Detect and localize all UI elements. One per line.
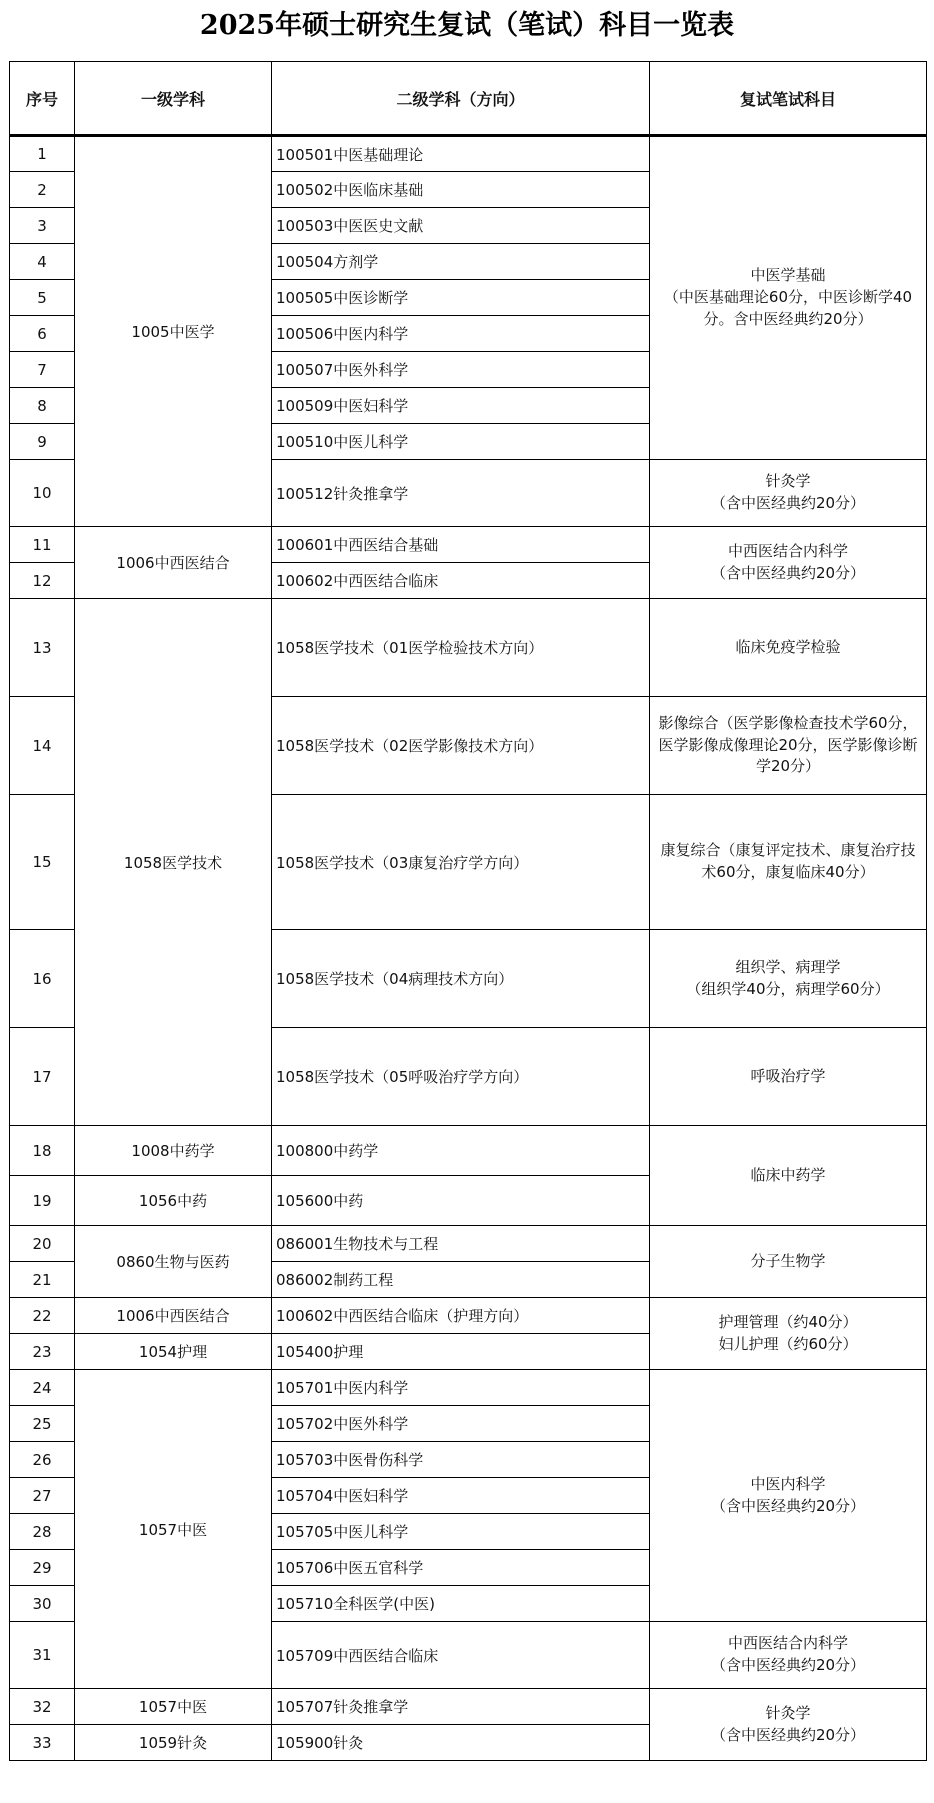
level1-discipline: 1057中医 [75,1689,272,1725]
table-row [10,1126,927,1176]
row-seq: 13 [10,599,75,697]
table-row [10,1689,927,1725]
exam-subject: 呼吸治疗学 [650,1028,927,1126]
level1-discipline: 0860生物与医药 [75,1226,272,1298]
row-seq: 27 [10,1478,75,1514]
level2-discipline: 1058医学技术（02医学影像技术方向） [272,697,650,795]
row-seq: 3 [10,208,75,244]
level2-discipline: 1058医学技术（05呼吸治疗学方向） [272,1028,650,1126]
level2-discipline: 100602中西医结合临床（护理方向） [272,1298,650,1334]
header-level1-discipline: 一级学科 [75,62,272,136]
row-seq: 8 [10,388,75,424]
level2-discipline: 105702中医外科学 [272,1406,650,1442]
level2-discipline: 105703中医骨伤科学 [272,1442,650,1478]
row-seq: 19 [10,1176,75,1226]
row-seq: 33 [10,1725,75,1761]
level1-discipline: 1059针灸 [75,1725,272,1761]
level2-discipline: 100601中西医结合基础 [272,527,650,563]
exam-subject: 临床中药学 [650,1126,927,1226]
level2-discipline: 100510中医儿科学 [272,424,650,460]
level1-discipline: 1058医学技术 [75,599,272,1126]
exam-subject: 康复综合（康复评定技术、康复治疗技术60分，康复临床40分） [650,795,927,930]
exam-subject: 中医内科学 （含中医经典约20分） [650,1370,927,1622]
exam-subject: 针灸学 （含中医经典约20分） [650,460,927,527]
row-seq: 25 [10,1406,75,1442]
level2-discipline: 100800中药学 [272,1126,650,1176]
exam-subject: 影像综合（医学影像检查技术学60分，医学影像成像理论20分，医学影像诊断学20分） [650,697,927,795]
level1-discipline: 1057中医 [75,1370,272,1689]
row-seq: 18 [10,1126,75,1176]
row-seq: 10 [10,460,75,527]
level2-discipline: 105705中医儿科学 [272,1514,650,1550]
level2-discipline: 1058医学技术（03康复治疗学方向） [272,795,650,930]
row-seq: 12 [10,563,75,599]
row-seq: 23 [10,1334,75,1370]
row-seq: 4 [10,244,75,280]
level2-discipline: 100506中医内科学 [272,316,650,352]
row-seq: 17 [10,1028,75,1126]
level2-discipline: 1058医学技术（04病理技术方向） [272,930,650,1028]
exam-subject: 中西医结合内科学 （含中医经典约20分） [650,527,927,599]
exam-subject: 针灸学 （含中医经典约20分） [650,1689,927,1761]
exam-subject: 组织学、病理学 （组织学40分，病理学60分） [650,930,927,1028]
level1-discipline: 1056中药 [75,1176,272,1226]
level2-discipline: 100512针灸推拿学 [272,460,650,527]
level1-discipline: 1005中医学 [75,136,272,527]
row-seq: 30 [10,1586,75,1622]
row-seq: 7 [10,352,75,388]
level2-discipline: 100502中医临床基础 [272,172,650,208]
table-row [10,1226,927,1262]
level1-discipline: 1006中西医结合 [75,1298,272,1334]
level2-discipline: 105709中西医结合临床 [272,1622,650,1689]
level2-discipline: 100505中医诊断学 [272,280,650,316]
level2-discipline: 100507中医外科学 [272,352,650,388]
row-seq: 15 [10,795,75,930]
level2-discipline: 105600中药 [272,1176,650,1226]
level2-discipline: 086001生物技术与工程 [272,1226,650,1262]
level2-discipline: 105701中医内科学 [272,1370,650,1406]
table-row [10,527,927,563]
level2-discipline: 105900针灸 [272,1725,650,1761]
table-row [10,1298,927,1334]
level1-discipline: 1008中药学 [75,1126,272,1176]
row-seq: 1 [10,136,75,172]
level1-discipline: 1006中西医结合 [75,527,272,599]
table-row [10,599,927,697]
row-seq: 11 [10,527,75,563]
level2-discipline: 1058医学技术（01医学检验技术方向） [272,599,650,697]
row-seq: 31 [10,1622,75,1689]
level2-discipline: 100503中医医史文献 [272,208,650,244]
header-seq: 序号 [10,62,75,136]
row-seq: 29 [10,1550,75,1586]
row-seq: 16 [10,930,75,1028]
row-seq: 32 [10,1689,75,1725]
table-row [10,136,927,172]
level2-discipline: 100501中医基础理论 [272,136,650,172]
table-header-row [10,62,927,136]
row-seq: 22 [10,1298,75,1334]
level2-discipline: 100504方剂学 [272,244,650,280]
exam-subjects-table [9,61,927,1761]
level2-discipline: 105400护理 [272,1334,650,1370]
header-exam-subject: 复试笔试科目 [650,62,927,136]
row-seq: 24 [10,1370,75,1406]
level2-discipline: 105704中医妇科学 [272,1478,650,1514]
level1-discipline: 1054护理 [75,1334,272,1370]
row-seq: 21 [10,1262,75,1298]
exam-subject: 分子生物学 [650,1226,927,1298]
exam-subject: 临床免疫学检验 [650,599,927,697]
level2-discipline: 105710全科医学(中医) [272,1586,650,1622]
level2-discipline: 105706中医五官科学 [272,1550,650,1586]
row-seq: 9 [10,424,75,460]
table-row [10,1370,927,1406]
level2-discipline: 100509中医妇科学 [272,388,650,424]
level2-discipline: 105707针灸推拿学 [272,1689,650,1725]
row-seq: 5 [10,280,75,316]
row-seq: 26 [10,1442,75,1478]
row-seq: 20 [10,1226,75,1262]
level2-discipline: 100602中西医结合临床 [272,563,650,599]
exam-subject: 护理管理（约40分） 妇儿护理（约60分） [650,1298,927,1370]
document-title: 2025年硕士研究生复试（笔试）科目一览表 [199,10,735,41]
exam-subject: 中西医结合内科学 （含中医经典约20分） [650,1622,927,1689]
header-level2-discipline: 二级学科（方向） [272,62,650,136]
row-seq: 28 [10,1514,75,1550]
row-seq: 14 [10,697,75,795]
row-seq: 6 [10,316,75,352]
exam-subject: 中医学基础 （中医基础理论60分，中医诊断学40分。含中医经典约20分） [650,136,927,460]
level2-discipline: 086002制药工程 [272,1262,650,1298]
row-seq: 2 [10,172,75,208]
